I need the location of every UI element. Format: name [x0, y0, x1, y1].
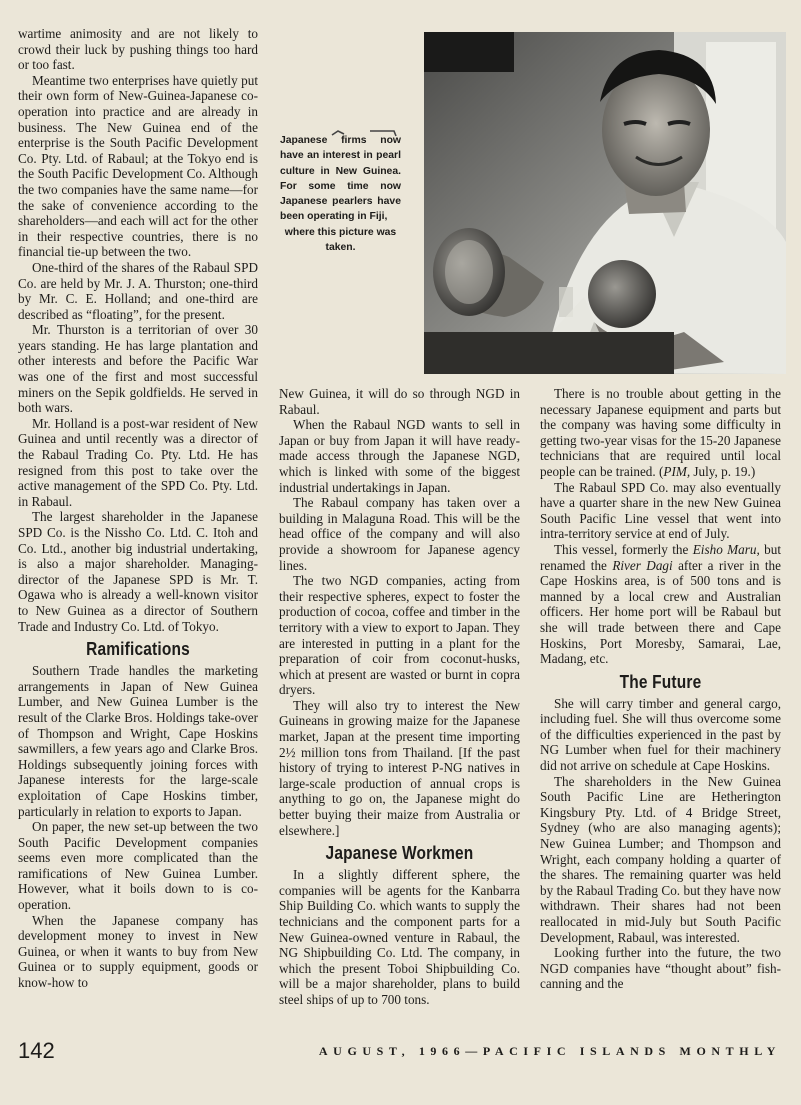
paragraph: The Rabaul SPD Co. may also eventually have a quarter share in the new New Guinea South Pacific Line vessel that went into intra-territory service at end of July. [540, 479, 781, 542]
paragraph: Southern Trade handles the marketing arrangements in Japan of New Guinea Lumber, and New Guinea Lumber is the result of the Clarke Bros. Holdings take-over of Thompson and Wright, Cape Hoskins sawmillers, a few years ago and Clarke Bros. Holdings subsequently joining forces with Japanese interests for the large-scale exploitation of Cape Hoskins timber, particularly in relation to exports to Japan. [18, 663, 258, 819]
article-column-2 [279, 386, 520, 1008]
text-run: after a river in the Cape Hoskins area, is of 500 tons and is manned by a local crew and Australian officers. Her home port will be Rabaul but she will trade between there and Cape Hoskins, Port Moresby, Samarai, Lae, Madang, etc. [540, 557, 781, 667]
paragraph: Looking further into the future, the two NGD companies have “thought about” fish-canning and the [540, 945, 781, 992]
paragraph: The Rabaul company has taken over a building in Malaguna Road. This will be the head office of the company and will also provide a showroom for Japanese agency lines. [279, 495, 520, 573]
caption-text-last-line: where this picture was taken. [284, 226, 397, 254]
section-heading-ramifications: Ramifications [86, 639, 190, 660]
page-number: 142 [18, 1038, 55, 1063]
paragraph: The two NGD companies, acting from their respective spheres, expect to foster the production of cocoa, coffee and timber in the territory with a view to export to Japan. They are interested in putting in a plant for the preparation of coir from coconut-husks, which at present are wasted or burnt in copra dryers. [279, 573, 520, 698]
text-run: July, p. 19.) [690, 463, 756, 479]
paragraph [540, 386, 781, 480]
ship-name: Eisho Maru, [692, 541, 760, 557]
man-holding-pearl-oyster-shells-photo [424, 32, 786, 374]
paragraph: They will also try to interest the New Guineans in growing maize for the Japanese market, Japan at the present time importing 2½ million tons from Thailand. [If the past history of trying to interest P-NG natives in large-scale production of annual crops is anything to go on, the Japanese might do better buying their maize from Australia or elsewhere.] [279, 697, 520, 838]
publication-abbreviation: PIM, [663, 463, 691, 479]
paragraph: wartime animosity and are not likely to crowd their luck by pushing things too hard or too fast. [18, 26, 258, 73]
paragraph: On paper, the new set-up between the two South Pacific Development companies seems even more complicated than the ramifications of New Guinea Lumber. However, what it boils down to is co-operation. [18, 819, 258, 913]
paragraph: Meantime two enterprises have quietly put their own form of New-Guinea-Japanese co-operation into practice and are already in business. The New Guinea end of the enterprise is the South Pacific Development Co. Pty. Ltd. of Rabaul; at the Tokyo end is the South Pacific Development Co. Although the two companies have the same name—for the sake of convenience according to the shareholders—and each will act for the other in their respective countries, there is no financial tie-up between the two. [18, 72, 258, 260]
text-run: This vessel, formerly the [554, 541, 693, 557]
paragraph: One-third of the shares of the Rabaul SPD Co. are held by Mr. J. A. Thurston; one-third by Mr. C. E. Holland; and one-third are described as “floating”, for the present. [18, 259, 258, 322]
paragraph: The largest shareholder in the Japanese SPD Co. is the Nissho Co. Ltd. C. Itoh and Co. Ltd., another big industrial undertaking, is also a major shareholder. Managing-director of the Japanese SPD is Mr. T. Ogawa who is already a well-known visitor to New Guinea as a director of Southern Trade and Industry Co. Ltd. of Tokyo. [18, 509, 258, 634]
page-footer [18, 1036, 781, 1066]
paragraph [540, 542, 781, 667]
photo-image [424, 32, 786, 374]
paragraph: Mr. Thurston is a territorian of over 30 years standing. He has large plantation and other interests and before the Pacific War was one of the first and most successful miners on the Sepik goldfields. He served in both wars. [18, 322, 258, 416]
running-foot: AUGUST, 1966—PACIFIC ISLANDS MONTHLY [318, 1044, 781, 1058]
caption-text: Japanese firms now have an interest in pearl culture in New Guinea. For some time now Japanese pearlers have been operating in Fiji, [280, 135, 401, 223]
ship-name: River Dagi [612, 557, 673, 573]
section-heading-the-future: The Future [619, 671, 702, 692]
paragraph: She will carry timber and general cargo, including fuel. She will thus overcome some of the difficulties experienced in the past by NG Lumber when fuel for their machinery did not arrive on schedule at Cape Hoskins. [540, 695, 781, 774]
text-run: There is no trouble about getting in the necessary Japanese equipment and parts but the company was having some difficulty in getting two-year visas for the 15-20 Japanese technicians that are required until local people can be trained. ( [540, 386, 781, 479]
paragraph: When the Rabaul NGD wants to sell in Japan or buy from Japan it will have ready-made access through the Japanese NGD, which is linked with some of the biggest industrial undertakings in Japan. [279, 417, 520, 495]
photo-caption [280, 133, 401, 255]
article-column-3 [540, 386, 781, 992]
article-column-1 [18, 26, 258, 991]
section-heading-japanese-workmen: Japanese Workmen [325, 843, 474, 864]
text-run: but renamed the [540, 541, 782, 573]
paragraph: When the Japanese company has development money to invest in New Guinea, or when it wants to buy from New Guinea or to supply equipment, goods or know-how to [18, 912, 258, 991]
paragraph: New Guinea, it will do so through NGD in Rabaul. [279, 386, 520, 417]
paragraph: Mr. Holland is a post-war resident of New Guinea and until recently was a director of the Rabaul Trading Co. Pty. Ltd. He has resigned from this post to take over the active management of the SPD Co. Pty. Ltd. in Rabaul. [18, 415, 258, 509]
paragraph: In a slightly different sphere, the companies will be agents for the Kanbarra Ship Building Co. which wants to supply the technicians and the component parts for a New Guinea-owned venture in Rabaul, the NG Shipbuilding Co. Ltd. The company, in which the present Toboi Shipbuilding Co. will be a major shareholder, plans to build steel ships of up to 700 tons. [279, 867, 520, 1007]
paragraph: The shareholders in the New Guinea South Pacific Line are Hetherington Kingsbury Pty. Ltd. of 4 Bridge Street, Sydney (who are also managing agents); New Guinea Lumber; and Thompson and Wright, each company holding a quarter of the shares. The remaining quarter was held by the Rabaul Trading Co. but they have now withdrawn. Their shares had not been reallocated in mid-July but South Pacific Development, Rabaul, was interested. [540, 773, 781, 945]
